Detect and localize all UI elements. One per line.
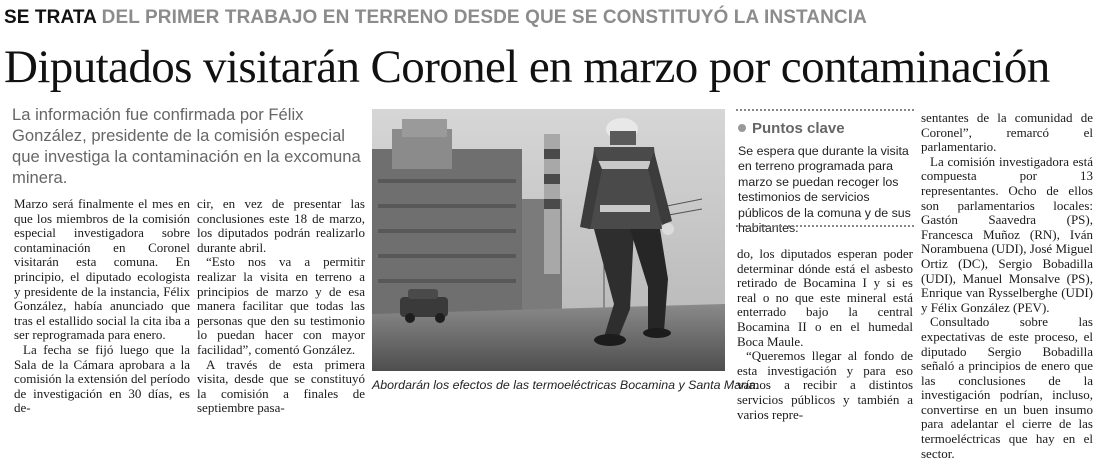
keypoints-title	[738, 119, 914, 139]
paragraph: do, los diputados esperan poder determinar dónde está el asbesto retirado de Bocamina I y si es real o no que este mineral está enterrado bajo la central Bocamina II o en el humedal Boca Maule.	[737, 246, 913, 349]
paragraph: Marzo será finalmente el mes en que los miembros de la comisión especial investigadora sobre contaminación en Coronel visitarán esta comuna. En principio, el diputado ecologista y presidente de la instancia, Félix González, había anunciado que tras el estallido social la cita iba a ser reprogramada para enero.	[14, 196, 190, 343]
keypoints-bottom-rule	[736, 225, 914, 227]
deck: La información fue confirmada por Félix González, presidente de la comisión especial que investiga la contaminación en la excomuna minera.	[12, 105, 361, 187]
paragraph: La comisión investigadora está compuesta por 13 representantes. Ocho de ellos son parlamentarios locales: Gastón Saavedra (PS), Francesca Muñoz (RN), Iván Norambuena (UDI), José Miguel Ortiz (DC), Sergio Bobadilla (UDI), Manuel Monsalve (PS), Enrique van Rysselberghe (UDI) y Félix González (PEV).	[921, 153, 1093, 315]
power-plant-worker-illustration	[372, 109, 725, 371]
paragraph: A través de esta primera visita, desde que se constituyó la comisión a finales de septiembre pasa-	[197, 356, 365, 416]
paragraph: La fecha se fijó luego que la Sala de la Cámara aprobara a la comisión la extensión del período de investigación en 30 días, es de-	[14, 341, 190, 416]
paragraph: “Esto nos va a permitir realizar la visita en terreno a principios de marzo y de esa manera facilitar que todas las personas que den su testimonio lo puedan hacer con mayor facilidad”, comentó González.	[197, 254, 365, 357]
photo-caption: Abordarán los efectos de las termoeléctricas Bocamina y Santa María.	[372, 378, 760, 392]
body-column-2	[197, 197, 365, 416]
news-photo	[372, 109, 725, 371]
kicker-lead: SE TRATA	[4, 7, 97, 28]
body-column-4	[921, 111, 1093, 461]
bullet-dot-icon	[738, 124, 746, 132]
paragraph: “Queremos llegar al fondo de esta investigación y para eso vamos a recibir a distintos servicios públicos y también a varios repre-	[737, 348, 913, 422]
paragraph: Consultado sobre las expectativas de este proceso, el diputado Sergio Bobadilla señaló a principios de enero que las conclusiones de la investigación podrían, incluso, convertirse en un buen insumo para adelantar el cierre de las termoeléctricas que hay en el sector.	[921, 314, 1093, 461]
kicker-rest: DEL PRIMER TRABAJO EN TERRENO DESDE QUE SE CONSTITUYÓ LA INSTANCIA	[101, 7, 867, 28]
headline: Diputados visitarán Coronel en marzo por contaminación	[4, 41, 1050, 93]
body-column-1	[14, 197, 190, 416]
keypoints-top-rule	[736, 109, 914, 111]
kicker	[4, 6, 1094, 30]
body-column-3	[737, 247, 913, 422]
keypoints-text: Se espera que durante la visita en terreno programada para marzo se puedan recoger los testimonios de servicios públicos de la comuna y de sus habitantes.	[738, 144, 911, 236]
paragraph: cir, en vez de presentar las conclusiones este 18 de marzo, los diputados podrán realizarlo durante abril.	[197, 196, 365, 255]
keypoints-title-text: Puntos clave	[752, 120, 845, 137]
paragraph: sentantes de la comunidad de Coronel”, remarcó el parlamentario.	[921, 110, 1093, 155]
